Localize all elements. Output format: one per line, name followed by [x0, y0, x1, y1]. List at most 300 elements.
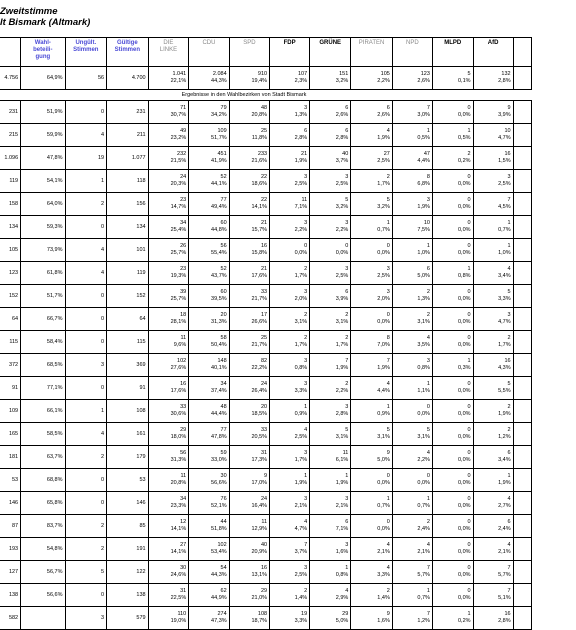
table-cell: 3 2,0% — [270, 285, 310, 308]
table-cell: 26 25,7% — [148, 239, 189, 262]
table-cell: 156 — [107, 193, 149, 216]
table-cell: 60 39,5% — [189, 285, 229, 308]
column-header: SPD — [229, 38, 269, 67]
table-cell: 1 0,8% — [432, 262, 473, 285]
table-cell: 65,8% — [21, 492, 65, 515]
table-cell: 9 1,6% — [351, 607, 393, 630]
table-cell: 0 0,0% — [432, 193, 473, 216]
column-header — [513, 38, 531, 67]
table-cell: 24 20,3% — [148, 170, 189, 193]
table-cell: 2 1,2% — [473, 423, 513, 446]
table-cell: 47,8% — [21, 147, 65, 170]
table-cell: 56 31,3% — [148, 446, 189, 469]
table-row — [0, 400, 532, 423]
table-cell: 16 13,1% — [229, 561, 269, 584]
table-cell: 2 1,4% — [351, 584, 393, 607]
table-cell: 1 0,7% — [351, 216, 393, 239]
table-row — [0, 101, 532, 124]
table-cell: 1 1,0% — [392, 239, 432, 262]
table-cell: 181 — [0, 446, 21, 469]
column-header — [0, 38, 21, 67]
table-cell: 31 22,5% — [148, 584, 189, 607]
table-cell: 579 — [107, 607, 149, 630]
table-cell: 1 0,9% — [270, 400, 310, 423]
table-cell: 77 49,4% — [189, 193, 229, 216]
table-cell: 2 3,1% — [270, 308, 310, 331]
table-cell: 0 0,0% — [432, 515, 473, 538]
table-cell: 11 6,1% — [310, 446, 351, 469]
table-cell: 20 18,5% — [229, 400, 269, 423]
table-cell: 3 2,8% — [310, 400, 351, 423]
table-row — [0, 285, 532, 308]
table-cell: 108 — [107, 400, 149, 423]
table-cell: 49 23,2% — [148, 124, 189, 147]
table-cell: 0 0,0% — [351, 469, 393, 492]
table-cell: 1 0,8% — [310, 561, 351, 584]
table-cell: 7 5,7% — [473, 561, 513, 584]
table-cell: 0 0,0% — [432, 561, 473, 584]
table-cell: 77,1% — [21, 377, 65, 400]
table-cell: 3 2,5% — [270, 170, 310, 193]
table-cell: 0 0,0% — [432, 446, 473, 469]
table-cell: 3 0,8% — [392, 354, 432, 377]
table-cell: 0 0,0% — [432, 216, 473, 239]
table-cell: 119 — [0, 170, 21, 193]
table-cell: 22 18,6% — [229, 170, 269, 193]
table-cell: 134 — [107, 216, 149, 239]
table-row — [0, 515, 532, 538]
table-cell: 4 — [65, 423, 107, 446]
table-row — [0, 308, 532, 331]
table-cell: 0 — [65, 492, 107, 515]
section-band — [0, 90, 532, 101]
table-cell: 18 28,1% — [148, 308, 189, 331]
table-cell: 56 — [65, 67, 107, 90]
table-cell: 232 21,5% — [148, 147, 189, 170]
table-cell: 109 — [0, 400, 21, 423]
table-cell: 3 — [65, 607, 107, 630]
table-cell: 1 1,9% — [310, 469, 351, 492]
table-cell: 123 2,6% — [392, 67, 432, 90]
table-cell: 109 51,7% — [189, 124, 229, 147]
table-cell: 77 47,8% — [189, 423, 229, 446]
table-cell: 0 0,0% — [310, 239, 351, 262]
table-cell: 3 2,2% — [270, 216, 310, 239]
table-cell: 6 2,6% — [310, 101, 351, 124]
table-cell: 4 4,7% — [270, 515, 310, 538]
table-cell: 110 19,0% — [148, 607, 189, 630]
table-cell: 4 2,1% — [473, 538, 513, 561]
table-cell: 59 33,0% — [189, 446, 229, 469]
table-cell: 56,6% — [21, 584, 65, 607]
table-cell: 24 16,4% — [229, 492, 269, 515]
column-header: GRÜNE — [310, 38, 351, 67]
table-cell: 20 31,3% — [189, 308, 229, 331]
table-cell: 64,9% — [21, 67, 65, 90]
table-cell: 5 3,1% — [392, 423, 432, 446]
table-cell: 2 1,7% — [270, 331, 310, 354]
table-cell: 8 6,8% — [392, 170, 432, 193]
table-cell: 2 — [65, 193, 107, 216]
table-cell: 11 7,1% — [270, 193, 310, 216]
table-cell: 4 3,3% — [351, 561, 393, 584]
table-cell: 3 2,1% — [270, 492, 310, 515]
table-cell: 1 1,9% — [270, 469, 310, 492]
table-cell: 0 0,0% — [351, 308, 393, 331]
table-cell: 5 3,2% — [310, 193, 351, 216]
table-cell: 2 — [65, 538, 107, 561]
table-cell: 91 — [107, 377, 149, 400]
table-cell: 51,7% — [21, 285, 65, 308]
table-cell: 1 0,2% — [432, 607, 473, 630]
table-cell: 4 3,5% — [392, 331, 432, 354]
table-cell: 2 1,7% — [270, 262, 310, 285]
table-cell: 58,4% — [21, 331, 65, 354]
table-cell: 4.756 — [0, 67, 21, 90]
table-row — [0, 538, 532, 561]
table-cell: 27 14,1% — [148, 538, 189, 561]
table-cell: 119 — [107, 262, 149, 285]
table-cell: 21 17,6% — [229, 262, 269, 285]
table-cell: 1 1,9% — [473, 469, 513, 492]
table-cell: 5 — [65, 561, 107, 584]
table-cell: 1 0,7% — [392, 584, 432, 607]
column-header: DIE LINKE — [148, 38, 189, 67]
table-cell: 34 23,3% — [148, 492, 189, 515]
table-row — [0, 561, 532, 584]
title-zweitstimme: Zweitstimme — [0, 6, 58, 17]
table-cell: 27 2,5% — [351, 147, 393, 170]
table-cell: 152 — [0, 285, 21, 308]
column-header: NPD — [392, 38, 432, 67]
table-cell: 6 3,4% — [473, 446, 513, 469]
table-cell: 123 — [0, 262, 21, 285]
table-cell: 0 — [65, 584, 107, 607]
table-cell: 1 0,7% — [473, 216, 513, 239]
table-cell: 61,8% — [21, 262, 65, 285]
table-cell: 231 — [0, 101, 21, 124]
table-cell: 152 — [107, 285, 149, 308]
table-cell: 451 41,9% — [189, 147, 229, 170]
table-cell: 16 2,8% — [473, 607, 513, 630]
table-cell: 25 11,8% — [229, 124, 269, 147]
table-cell: 3 2,5% — [310, 262, 351, 285]
table-cell: 91 — [0, 377, 21, 400]
table-cell: 3 0,8% — [270, 354, 310, 377]
table-cell: 3 2,5% — [270, 561, 310, 584]
table-cell: 138 — [0, 584, 21, 607]
table-cell: 33 20,5% — [229, 423, 269, 446]
table-cell: 3 2,5% — [310, 170, 351, 193]
table-cell: 58 50,4% — [189, 331, 229, 354]
table-row — [0, 584, 532, 607]
table-cell: 0 — [65, 101, 107, 124]
table-cell: 66,7% — [21, 308, 65, 331]
table-cell: 87 — [0, 515, 21, 538]
table-cell: 53 — [0, 469, 21, 492]
section-band-label: Ergebnisse in den Wahlbezirken von Stadt Bismark — [0, 90, 532, 101]
title-municipality: lt Bismark (Altmark) — [0, 17, 91, 28]
table-cell: 115 — [107, 331, 149, 354]
table-cell: 2 1,9% — [473, 400, 513, 423]
table-cell: 0 0,0% — [392, 400, 432, 423]
table-cell: 7 3,7% — [270, 538, 310, 561]
table-cell: 0 — [65, 308, 107, 331]
table-cell: 165 — [0, 423, 21, 446]
table-cell: 191 — [107, 538, 149, 561]
column-header: AfD — [473, 38, 513, 67]
results-table — [0, 37, 532, 630]
table-cell: 2 0,2% — [432, 147, 473, 170]
table-cell: 179 — [107, 446, 149, 469]
column-header: CDU — [189, 38, 229, 67]
table-cell: 5 3,3% — [473, 285, 513, 308]
table-cell: 53 — [107, 469, 149, 492]
table-cell: 19 3,3% — [270, 607, 310, 630]
table-cell: 64,0% — [21, 193, 65, 216]
table-row — [0, 262, 532, 285]
table-row — [0, 607, 532, 630]
table-cell: 2 1,4% — [270, 584, 310, 607]
table-cell: 56 55,4% — [189, 239, 229, 262]
table-row — [0, 423, 532, 446]
table-cell: 215 — [0, 124, 21, 147]
table-cell: 3 2,2% — [310, 216, 351, 239]
table-cell: 24 26,4% — [229, 377, 269, 400]
table-cell: 79 34,2% — [189, 101, 229, 124]
table-cell: 66,1% — [21, 400, 65, 423]
table-cell: 4 1,9% — [351, 124, 393, 147]
table-cell: 8 7,0% — [351, 331, 393, 354]
table-cell: 3 2,1% — [310, 492, 351, 515]
table-cell: 16 4,3% — [473, 354, 513, 377]
table-cell: 11 20,8% — [148, 469, 189, 492]
table-cell: 29 5,0% — [310, 607, 351, 630]
table-row — [0, 354, 532, 377]
table-cell: 0 0,0% — [432, 377, 473, 400]
table-cell: 3 1,9% — [392, 193, 432, 216]
table-cell: 7 5,7% — [392, 561, 432, 584]
table-cell: 30 24,6% — [148, 561, 189, 584]
table-cell: 6 5,0% — [392, 262, 432, 285]
table-cell: 29 21,0% — [229, 584, 269, 607]
table-cell: 9 5,0% — [351, 446, 393, 469]
table-cell: 233 21,6% — [229, 147, 269, 170]
table-cell: 76 52,1% — [189, 492, 229, 515]
table-cell: 54 44,3% — [189, 561, 229, 584]
table-cell: 0 0,0% — [270, 239, 310, 262]
table-cell: 102 53,4% — [189, 538, 229, 561]
table-cell: 64 — [0, 308, 21, 331]
table-cell: 2 1,7% — [473, 331, 513, 354]
table-cell: 193 — [0, 538, 21, 561]
table-cell: 47 4,4% — [392, 147, 432, 170]
table-cell: 158 — [0, 193, 21, 216]
table-cell: 146 — [107, 492, 149, 515]
table-cell: 3 2,5% — [473, 170, 513, 193]
table-cell: 52 43,7% — [189, 262, 229, 285]
table-row — [0, 492, 532, 515]
table-cell: 211 — [107, 124, 149, 147]
table-cell: 63,7% — [21, 446, 65, 469]
table-cell: 132 2,8% — [473, 67, 513, 90]
table-cell: 127 — [0, 561, 21, 584]
table-cell — [21, 607, 65, 630]
table-cell: 5 3,1% — [351, 423, 393, 446]
column-header: Wahl- beteili- gung — [21, 38, 65, 67]
table-cell: 64 — [107, 308, 149, 331]
table-cell: 2 2,2% — [310, 377, 351, 400]
table-cell: 102 27,6% — [148, 354, 189, 377]
table-cell: 1 0,5% — [392, 124, 432, 147]
table-cell: 3 — [65, 354, 107, 377]
table-cell: 21 15,7% — [229, 216, 269, 239]
table-cell: 85 — [107, 515, 149, 538]
table-cell: 48 20,8% — [229, 101, 269, 124]
table-cell: 582 — [0, 607, 21, 630]
table-cell: 3 1,7% — [270, 446, 310, 469]
table-cell: 0 0,0% — [351, 239, 393, 262]
table-cell: 134 — [0, 216, 21, 239]
table-cell: 2 1,7% — [310, 331, 351, 354]
table-cell: 7 4,5% — [473, 193, 513, 216]
table-cell: 39 25,7% — [148, 285, 189, 308]
table-cell: 33 30,6% — [148, 400, 189, 423]
table-cell: 4 — [65, 124, 107, 147]
table-cell: 21 1,9% — [270, 147, 310, 170]
table-row — [0, 193, 532, 216]
table-cell: 138 — [107, 584, 149, 607]
table-cell: 6 7,1% — [310, 515, 351, 538]
table-cell: 2 3,1% — [392, 308, 432, 331]
table-cell: 231 — [107, 101, 149, 124]
table-cell: 1 — [65, 400, 107, 423]
table-row — [0, 216, 532, 239]
table-cell: 148 40,1% — [189, 354, 229, 377]
table-cell: 1 0,9% — [351, 400, 393, 423]
table-cell: 7 5,1% — [473, 584, 513, 607]
table-cell: 3 1,6% — [310, 538, 351, 561]
table-cell: 3 3,3% — [270, 377, 310, 400]
column-header: Ungült. Stimmen — [65, 38, 107, 67]
table-cell: 7 3,0% — [392, 101, 432, 124]
table-cell: 16 1,5% — [473, 147, 513, 170]
table-cell: 7 1,9% — [310, 354, 351, 377]
column-header: MLPD — [432, 38, 473, 67]
table-cell: 83,7% — [21, 515, 65, 538]
table-cell: 5 3,1% — [310, 423, 351, 446]
table-cell: 0 — [65, 331, 107, 354]
table-cell: 6 2,6% — [351, 101, 393, 124]
table-cell: 146 — [0, 492, 21, 515]
table-cell: 3 2,5% — [351, 262, 393, 285]
table-cell: 2 — [65, 515, 107, 538]
table-cell: 1.041 22,1% — [148, 67, 189, 90]
table-cell: 54,1% — [21, 170, 65, 193]
table-cell: 58,5% — [21, 423, 65, 446]
table-cell: 1 1,1% — [392, 377, 432, 400]
table-cell: 7 1,2% — [392, 607, 432, 630]
table-cell: 40 3,7% — [310, 147, 351, 170]
table-cell: 2.084 44,3% — [189, 67, 229, 90]
table-row — [0, 147, 532, 170]
table-cell: 1 — [65, 170, 107, 193]
table-cell: 16 17,6% — [148, 377, 189, 400]
table-row — [0, 124, 532, 147]
table-cell: 2 1,7% — [351, 170, 393, 193]
table-cell: 0 0,0% — [432, 492, 473, 515]
table-cell: 5 3,2% — [351, 193, 393, 216]
table-cell: 0 0,0% — [432, 584, 473, 607]
table-cell: 6 3,9% — [310, 285, 351, 308]
table-cell: 1.096 — [0, 147, 21, 170]
table-cell: 6 2,8% — [270, 124, 310, 147]
table-cell: 62 44,9% — [189, 584, 229, 607]
table-cell: 34 37,4% — [189, 377, 229, 400]
table-cell: 1 0,7% — [392, 492, 432, 515]
table-cell: 17 26,6% — [229, 308, 269, 331]
table-cell: 10 4,7% — [473, 124, 513, 147]
table-cell: 54,8% — [21, 538, 65, 561]
table-cell: 4 — [65, 262, 107, 285]
table-cell: 0 0,0% — [432, 538, 473, 561]
table-cell: 0 0,0% — [432, 239, 473, 262]
table-row — [0, 239, 532, 262]
table-cell: 105 — [0, 239, 21, 262]
table-cell: 108 18,7% — [229, 607, 269, 630]
table-cell: 0 0,0% — [432, 469, 473, 492]
table-cell: 4.700 — [107, 67, 149, 90]
table-cell: 1.077 — [107, 147, 149, 170]
table-cell: 10 7,5% — [392, 216, 432, 239]
table-cell: 4 2,2% — [392, 446, 432, 469]
table-cell: 372 — [0, 354, 21, 377]
table-cell: 33 21,7% — [229, 285, 269, 308]
table-cell: 0 0,0% — [351, 515, 393, 538]
table-cell: 48 44,4% — [189, 400, 229, 423]
table-cell: 4 2,7% — [473, 492, 513, 515]
table-cell: 122 — [107, 561, 149, 584]
table-cell: 40 20,9% — [229, 538, 269, 561]
table-cell: 4 2,9% — [310, 584, 351, 607]
table-cell: 0 0,0% — [392, 469, 432, 492]
table-row — [0, 170, 532, 193]
table-cell: 34 25,4% — [148, 216, 189, 239]
table-cell: 29 18,0% — [148, 423, 189, 446]
table-cell: 11 9,6% — [148, 331, 189, 354]
table-cell: 0 — [65, 285, 107, 308]
table-row — [0, 331, 532, 354]
table-cell: 71 30,7% — [148, 101, 189, 124]
table-cell: 101 — [107, 239, 149, 262]
table-row — [0, 469, 532, 492]
table-cell: 59,9% — [21, 124, 65, 147]
table-cell: 0 0,0% — [432, 285, 473, 308]
table-cell: 4 2,5% — [270, 423, 310, 446]
table-cell: 68,5% — [21, 354, 65, 377]
table-cell: 6 2,4% — [473, 515, 513, 538]
table-cell: 4 4,4% — [351, 377, 393, 400]
table-row — [0, 446, 532, 469]
table-cell: 161 — [107, 423, 149, 446]
table-cell: 1 0,3% — [432, 354, 473, 377]
table-cell: 107 2,3% — [270, 67, 310, 90]
table-cell: 4 3,4% — [473, 262, 513, 285]
table-cell: 0 0,0% — [432, 400, 473, 423]
table-cell: 1 1,0% — [473, 239, 513, 262]
table-cell: 73,9% — [21, 239, 65, 262]
table-cell: 118 — [107, 170, 149, 193]
